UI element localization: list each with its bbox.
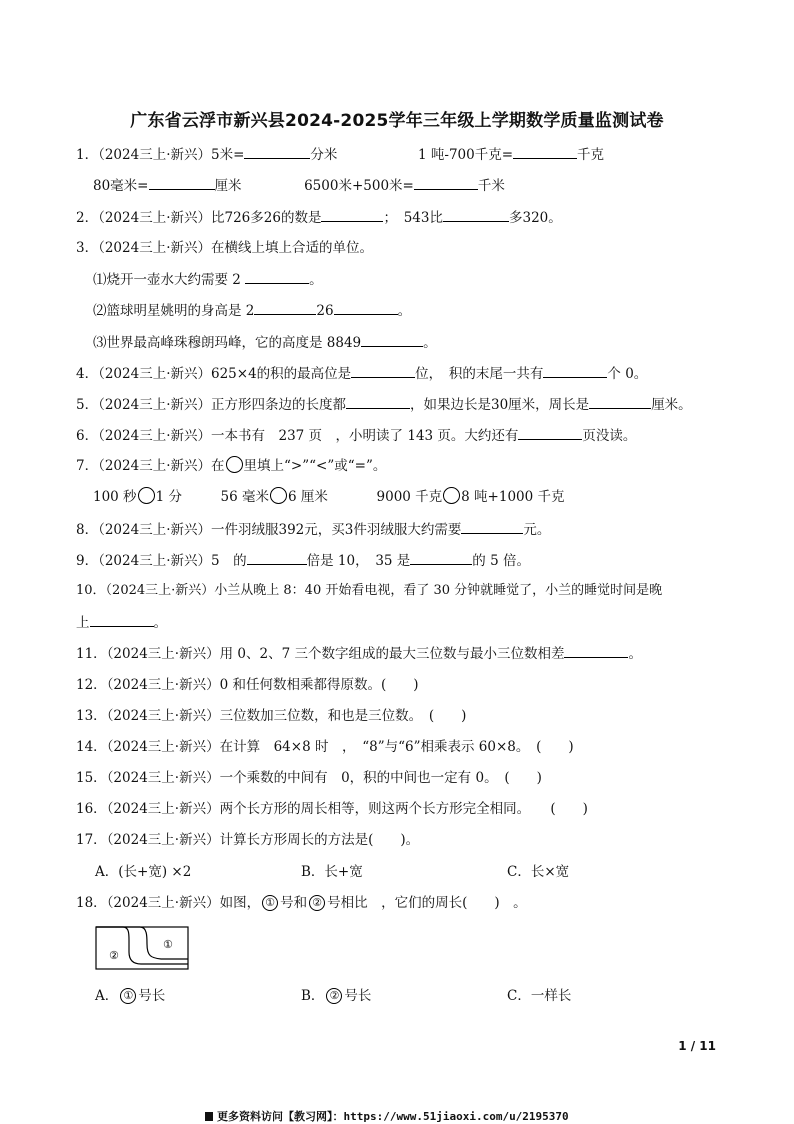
question-8: 8．（2024三上·新兴）一件羽绒服392元，买3件羽绒服大约需要 元。 — [76, 519, 550, 540]
answer-blank[interactable] — [543, 363, 607, 378]
answer-blank[interactable] — [254, 300, 316, 315]
answer-blank[interactable] — [90, 612, 154, 627]
answer-blank[interactable] — [334, 300, 398, 315]
figure-label-2: ② — [109, 949, 119, 962]
question-10-row-2: 上 。 — [76, 612, 167, 633]
question-3-item-3: ⑶世界最高峰珠穆朗玛峰，它的高度是 8849 。 — [93, 332, 437, 353]
question-17: 17．（2024三上·新兴）计算长方形周长的方法是( )。 — [76, 832, 420, 848]
answer-blank[interactable] — [321, 207, 383, 222]
question-3-item-2: ⑵篮球明星姚明的身高是 2 26 。 — [93, 300, 411, 321]
option-a[interactable]: A．(长+宽) ×2 — [95, 864, 192, 880]
question-16: 16．（2024三上·新兴）两个长方形的周长相等，则这两个长方形完全相同。 ( ) — [76, 801, 588, 817]
answer-blank[interactable] — [589, 394, 651, 409]
answer-blank[interactable] — [247, 550, 307, 565]
answer-blank[interactable] — [513, 144, 577, 159]
question-7-row-2: 100 秒 1 分 56 毫米 6 厘米 9000 千克 8 吨+1000 千克 — [93, 489, 565, 505]
figure-label-1: ① — [163, 938, 173, 951]
question-14: 14．（2024三上·新兴）在计算 64×8 时 ， “8”与“6”相乘表示 60×8。 ( ) — [76, 739, 574, 755]
question-4: 4．（2024三上·新兴）625×4的积的最高位是 位， 积的末尾一共有 个 0。 — [76, 363, 647, 384]
question-12: 12．（2024三上·新兴）0 和任何数相乘都得原数。( ) — [76, 677, 419, 693]
option-c[interactable]: C．一样长 — [507, 988, 572, 1004]
question-3-item-1: ⑴烧开一壶水大约需要 2 。 — [93, 269, 323, 290]
answer-blank[interactable] — [518, 425, 582, 440]
question-13: 13．（2024三上·新兴）三位数加三位数，和也是三位数。 ( ) — [76, 708, 467, 724]
answer-blank[interactable] — [461, 519, 523, 534]
question-1: 1．（2024三上·新兴）5米= 分米 1 吨-700千克= 千克 — [76, 144, 604, 165]
question-11: 11．（2024三上·新兴）用 0、2、7 三个数字组成的最大三位数与最小三位数相差 。 — [76, 643, 642, 664]
compare-circle[interactable] — [138, 487, 155, 504]
rectangle-figure — [95, 926, 191, 972]
option-c[interactable]: C．长×宽 — [507, 864, 570, 880]
answer-blank[interactable] — [361, 332, 423, 347]
footer-link[interactable]: 更多资料访问【教习网】：https://www.51jiaoxi.com/u/2195370 — [205, 1108, 569, 1124]
answer-blank[interactable] — [244, 144, 310, 159]
answer-blank[interactable] — [245, 269, 309, 284]
question-9: 9．（2024三上·新兴）5 的 倍是 10， 35 是 的 5 倍。 — [76, 550, 530, 571]
question-18: 18．（2024三上·新兴）如图， ① 号和 ② 号相比 ，它们的周长( ) 。 — [76, 895, 527, 911]
option-a[interactable]: A． ① 号长 — [95, 988, 166, 1004]
question-6: 6．（2024三上·新兴）一本书有 237 页 ，小明读了 143 页。大约还有 页没读。 — [76, 425, 636, 446]
answer-blank[interactable] — [443, 207, 509, 222]
question-15: 15．（2024三上·新兴）一个乘数的中间有 0，积的中间也一定有 0。 ( ) — [76, 770, 542, 786]
answer-blank[interactable] — [346, 394, 410, 409]
figure-outline — [96, 927, 188, 969]
page-number: 1 / 11 — [678, 1039, 716, 1053]
circle-icon — [226, 456, 243, 473]
question-1-row-2: 80毫米= 厘米 6500米+500米= 千米 — [93, 175, 505, 196]
answer-blank[interactable] — [351, 363, 415, 378]
page-title: 广东省云浮市新兴县2024-2025学年三年级上学期数学质量监测试卷 — [130, 111, 664, 131]
question-2: 2．（2024三上·新兴）比726多26的数是 ； 543比 多320。 — [76, 207, 562, 228]
question-5: 5．（2024三上·新兴）正方形四条边的长度都 ，如果边长是30厘米，周长是 厘米。 — [76, 394, 692, 415]
answer-blank[interactable] — [410, 550, 472, 565]
question-7: 7．（2024三上·新兴）在 里填上“>”“<”或“=”。 — [76, 458, 387, 474]
flag-icon — [205, 1112, 213, 1121]
question-10: 10．（2024三上·新兴）小兰从晚上 8：40 开始看电视，看了 30 分钟就睡觉了，小兰的睡觉时间是晚 — [76, 583, 663, 598]
question-3: 3．（2024三上·新兴）在横线上填上合适的单位。 — [76, 240, 373, 256]
compare-circle[interactable] — [270, 487, 287, 504]
option-b[interactable]: B． ② 号长 — [301, 988, 372, 1004]
answer-blank[interactable] — [414, 175, 478, 190]
option-b[interactable]: B．长+宽 — [301, 864, 363, 880]
answer-blank[interactable] — [149, 175, 215, 190]
answer-blank[interactable] — [564, 643, 628, 658]
compare-circle[interactable] — [443, 487, 460, 504]
